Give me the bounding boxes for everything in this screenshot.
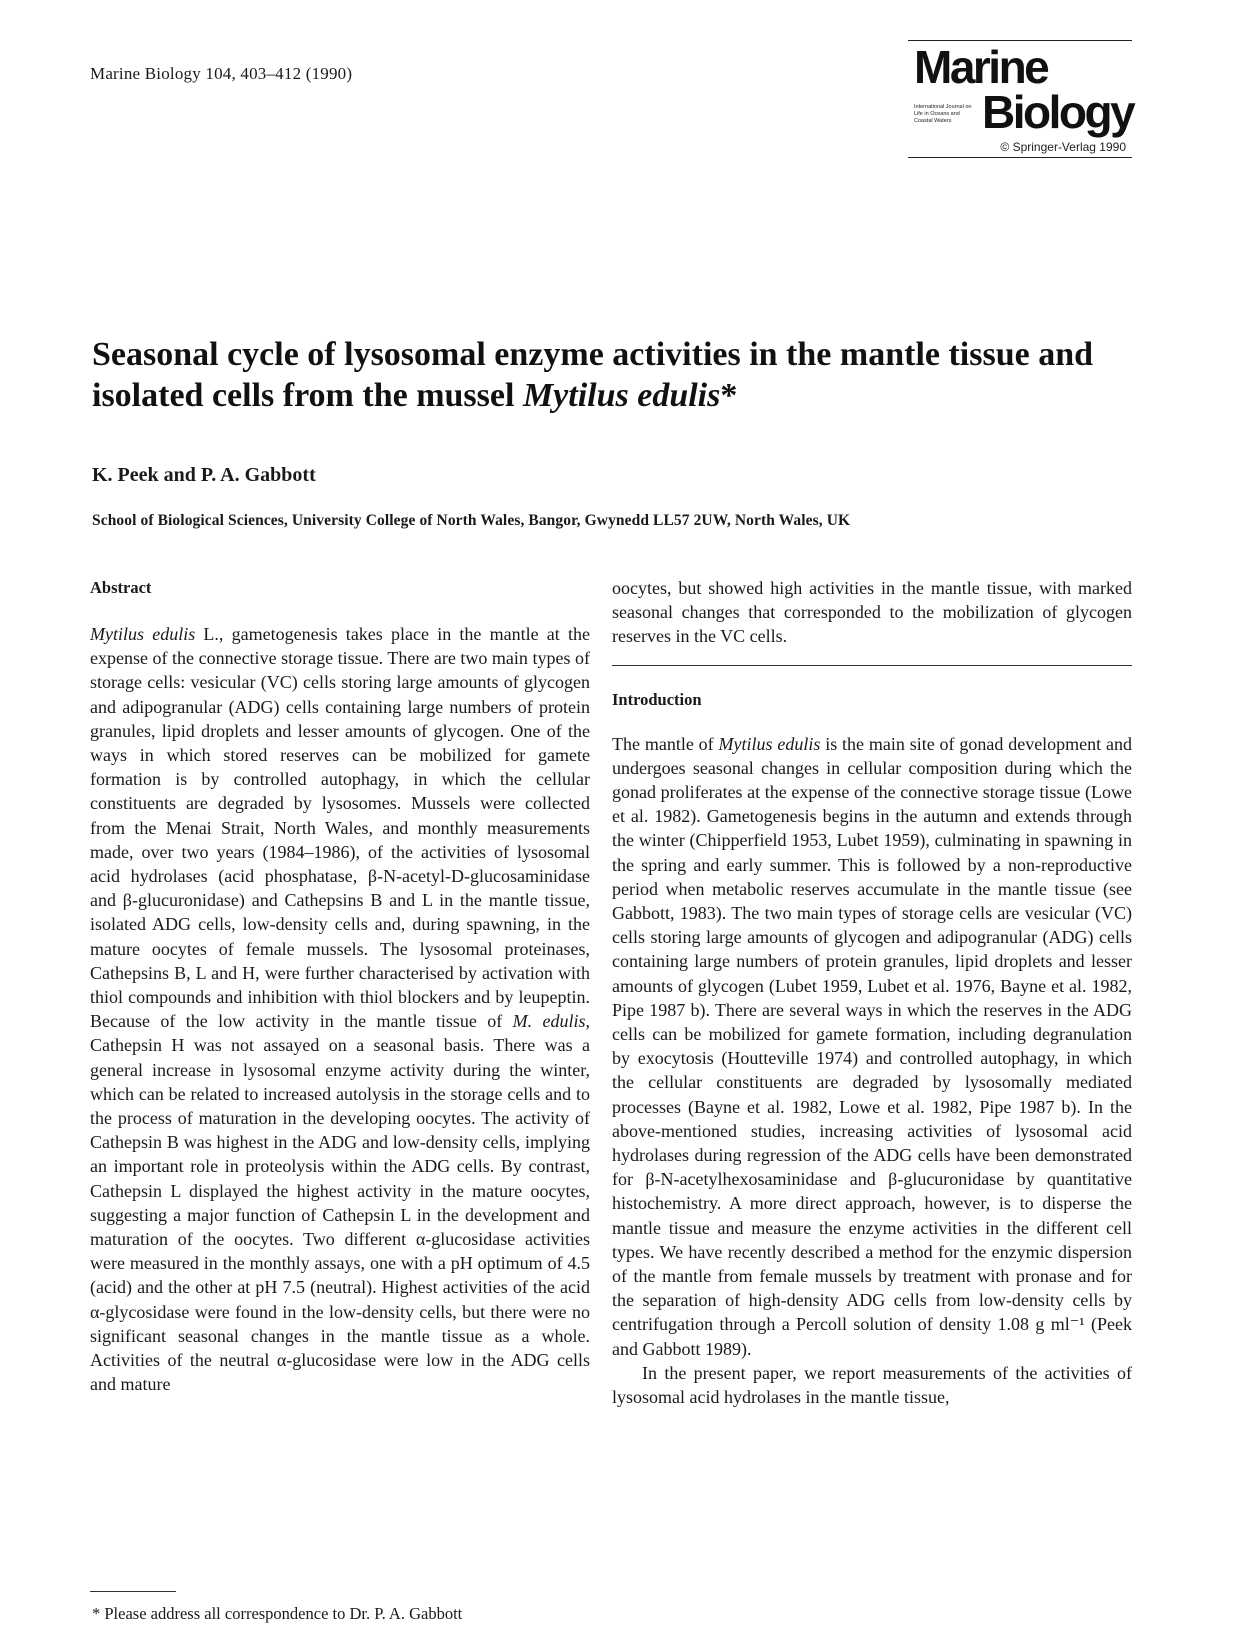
title-main: Seasonal cycle of lysosomal enzyme activities in the mantle tissue and isolated cells from the mussel [92,336,1094,414]
title-footnote-mark: * [720,377,738,414]
footnote-rule [90,1591,176,1592]
introduction-paragraph-2: In the present paper, we report measurements of the activities of lysosomal acid hydrolases in the mantle tissue, [612,1362,1132,1408]
intro-species: Mytilus edulis [718,733,821,754]
abstract-text-b: Cathepsin H was not assayed on a seasonal basis. There was a general increase in lysosomal enzyme activity during the winter, which can be related to increased autolysis in the storage cells and to the process of maturation in the developing oocytes. The activity of Cathepsin B was highest in the ADG and low-density cells, implying an important role in proteolysis within the ADG cells. By contrast, Cathepsin L displayed the highest activity in the mature oocytes, suggesting a major function of Cathepsin L in the development and maturation of the oocytes. Two different α-glucosidase activities were measured in the monthly assays, one with a pH optimum of 4.5 (acid) and the other at pH 7.5 (neutral). Highest activities of the acid α-glycosidase were found in the low-density cells, but there were no significant seasonal changes in the mantle tissue as a whole. Activities of the neutral α-glucosidase were low in the ADG cells and mature [90,1035,590,1395]
abstract-species-short: M. edulis, [512,1011,591,1032]
right-column [612,576,1132,1409]
abstract-heading: Abstract [90,578,152,597]
logo-biology: Biology [982,86,1134,138]
introduction-paragraph-1 [612,732,1132,1361]
article-title [92,334,1142,416]
journal-citation: Marine Biology 104, 403–412 (1990) [90,64,353,83]
logo-rule-bottom [908,157,1132,158]
introduction-heading: Introduction [612,689,702,709]
affiliation: School of Biological Sciences, University College of North Wales, Bangor, Gwynedd LL57 2UW, North Wales, UK [92,512,851,529]
footnote: * Please address all correspondence to Dr. P. A. Gabbott [92,1604,463,1623]
abstract-species: Mytilus edulis [90,624,196,644]
abstract-continuation: oocytes, but showed high activities in the mantle tissue, with marked seasonal changes that corresponded to the mobilization of glycogen reserves in the VC cells. [612,578,1132,647]
logo-tagline: International Journal on Life in Oceans and Coastal Waters [914,104,972,124]
journal-logo [908,40,1132,158]
authors: K. Peek and P. A. Gabbott [92,464,316,486]
title-species: Mytilus edulis [522,377,721,414]
logo-marine: Marine [914,41,1048,93]
logo-copyright: © Springer-Verlag 1990 [1000,140,1126,154]
intro-body: is the main site of gonad development and undergoes seasonal changes in cellular composition during which the gonad proliferates at the expense of the connective storage tissue (Lowe et al. 1982). Gametogenesis begins in the autumn and extends through the winter (Chipperfield 1953, Lubet 1959), culminating in spawning in the spring and early summer. This is followed by a non-reproductive period when metabolic reserves accumulate in the mantle tissue (see Gabbott, 1983). The two main types of storage cells are vesicular (VC) cells storing large amounts of glycogen and adipogranular (ADG) cells containing large numbers of protein granules, lipid droplets and lesser amounts of glycogen (Lubet 1959, Lubet et al. 1976, Bayne et al. 1982, Pipe 1987 b). There are several ways in which the reserves in the ADG cells can be mobilized for gamete formation, including degranulation by exocytosis (Houtteville 1974) and controlled autophagy, in which the cellular constituents are degraded by lysosomally mediated processes (Bayne et al. 1982, Lowe et al. 1982, Pipe 1987 b). In the above-mentioned studies, increasing activities of lysosomal acid hydrolases during regression of the ADG cells have been demonstrated for β-N-acetylhexosaminidase and β-glucuronidase by quantitative histochemistry. A more direct approach, however, is to disperse the mantle tissue and measure the enzyme activities in the different cell types. We have recently described a method for the enzymic dispersion of the mantle from female mussels by treatment with pronase and for the separation of high-density ADG cells from low-density cells by centrifugation through a Percoll solution of density 1.08 g ml⁻¹ (Peek and Gabbott 1989). [612,733,1133,1359]
left-column [90,576,590,1397]
intro-lead: The mantle of [612,733,714,754]
abstract-body [90,622,590,1397]
abstract-text-a: L., gametogenesis takes place in the mantle at the expense of the connective storage tissue. There are two main types of storage cells: vesicular (VC) cells storing large amounts of glycogen and adipogranular (ADG) cells containing large numbers of protein granules, lipid droplets and lesser amounts of glycogen. One of the ways in which stored reserves can be mobilized for gamete formation is by controlled autophagy, in which the cellular constituents are degraded by lysosomes. Mussels were collected from the Menai Strait, North Wales, and monthly measurements made, over two years (1984–1986), of the activities of lysosomal acid hydrolases (acid phosphatase, β-N-acetyl-D-glucosaminidase and β-glucuronidase) and Cathepsins B and L in the mantle tissue, isolated ADG cells, low-density cells and, during spawning, in the mature oocytes of female mussels. The lysosomal proteinases, Cathepsins B, L and H, were further characterised by activation with thiol compounds and inhibition with thiol blockers and by leupeptin. Because of the low activity in the mantle tissue of [90,624,590,1032]
